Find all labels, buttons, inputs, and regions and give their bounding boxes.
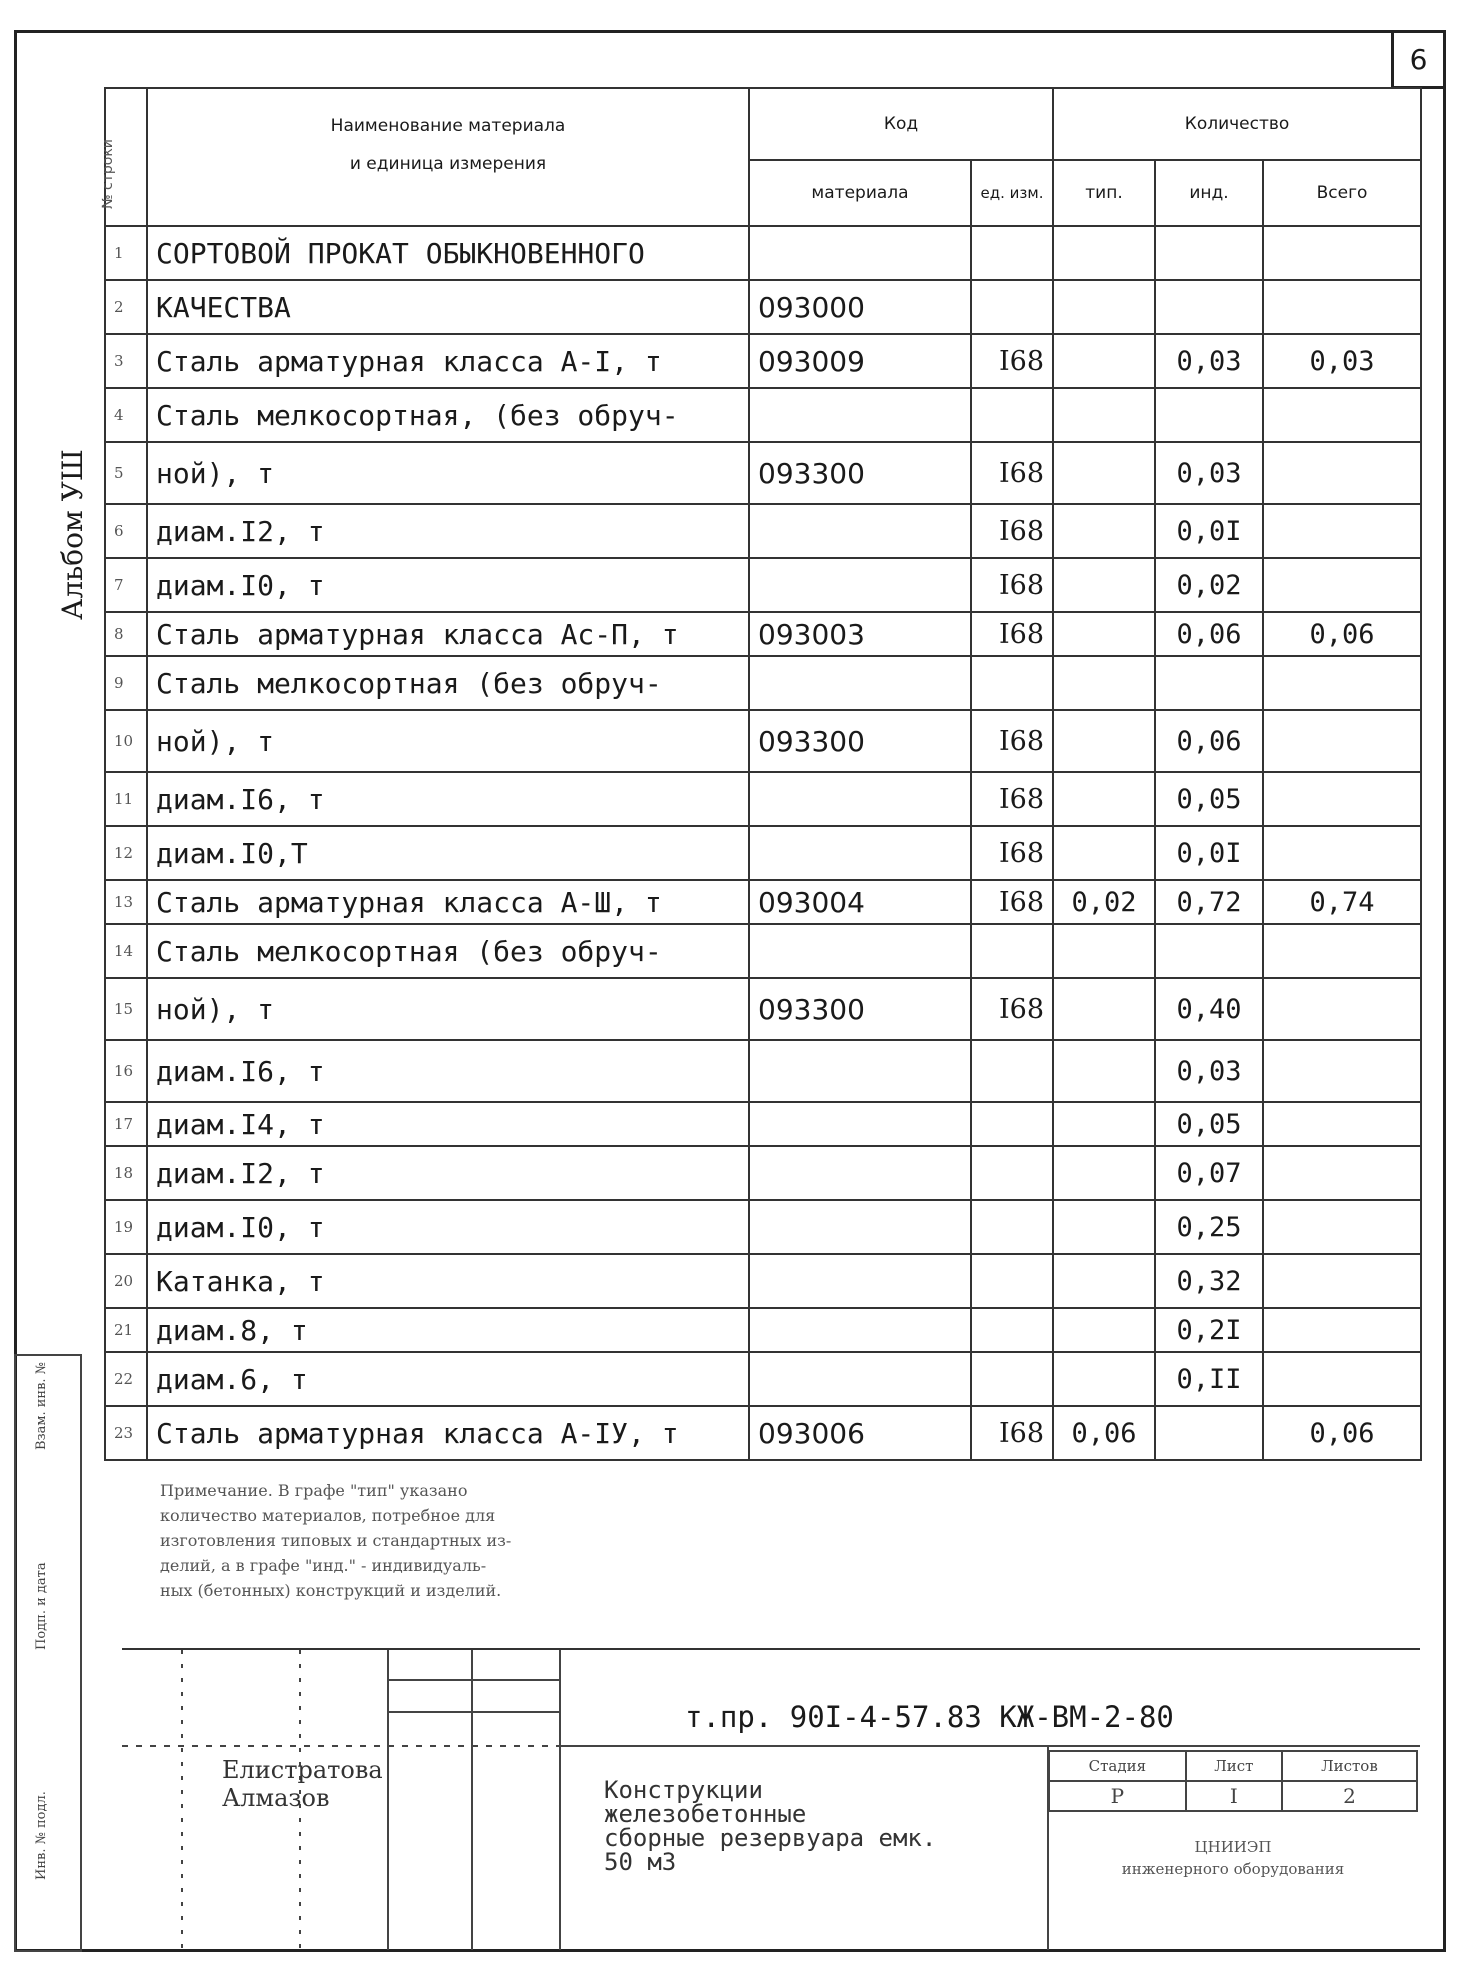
material-name-cell: диам.8, т	[147, 1308, 749, 1352]
material-code-cell	[749, 388, 971, 442]
table-row	[105, 442, 1421, 504]
qty-ind-cell: 0,25	[1155, 1200, 1263, 1254]
material-code-cell	[749, 1102, 971, 1146]
material-code-cell	[749, 924, 971, 978]
qty-ind-cell	[1155, 1406, 1263, 1460]
material-name-cell: Катанка, т	[147, 1254, 749, 1308]
unit-code-cell	[971, 924, 1053, 978]
author-name: Алмазов	[222, 1784, 330, 1812]
header-code-material: материала	[749, 160, 971, 226]
row-number-cell: 1	[105, 226, 147, 280]
qty-total-cell	[1263, 772, 1421, 826]
qty-total-cell	[1263, 656, 1421, 710]
material-name-cell: Сталь мелкосортная (без обруч-	[147, 656, 749, 710]
qty-total-cell	[1263, 826, 1421, 880]
side-label-replace: Взам. инв. №	[34, 1362, 49, 1450]
unit-code-cell	[971, 226, 1053, 280]
table-row	[105, 388, 1421, 442]
author-name: Елистратова	[222, 1756, 383, 1784]
table-row	[105, 826, 1421, 880]
material-name-cell: диам.I6, т	[147, 1040, 749, 1102]
note-line: делий, а в графе "инд." - индивидуаль-	[160, 1556, 487, 1575]
table-row	[105, 280, 1421, 334]
qty-typ-cell	[1053, 442, 1155, 504]
qty-ind-cell: 0,0I	[1155, 826, 1263, 880]
org-line: ЦНИИЭП	[1194, 1838, 1272, 1856]
materials-table-body	[105, 226, 1421, 1460]
title-line: Конструкции	[604, 1776, 763, 1804]
qty-typ-cell	[1053, 334, 1155, 388]
qty-typ-cell	[1053, 1102, 1155, 1146]
unit-code-cell	[971, 280, 1053, 334]
table-row	[105, 978, 1421, 1040]
qty-ind-cell	[1155, 226, 1263, 280]
qty-total-cell	[1263, 1352, 1421, 1406]
qty-typ-cell	[1053, 772, 1155, 826]
table-row	[105, 334, 1421, 388]
header-code-unit: ед. изм.	[971, 160, 1053, 226]
side-label-sign-date: Подп. и дата	[34, 1562, 49, 1650]
qty-typ-cell	[1053, 280, 1155, 334]
material-code-cell	[749, 1040, 971, 1102]
header-name-line1: Наименование материала	[330, 116, 566, 136]
row-number-cell: 4	[105, 388, 147, 442]
material-code-cell	[749, 226, 971, 280]
author-names	[222, 1756, 383, 1812]
qty-ind-cell: 0,40	[1155, 978, 1263, 1040]
unit-code-cell: I68	[971, 880, 1053, 924]
qty-total-cell: 0,06	[1263, 612, 1421, 656]
material-code-cell: 093004	[749, 880, 971, 924]
row-number-cell: 9	[105, 656, 147, 710]
qty-total-cell	[1263, 280, 1421, 334]
table-row	[105, 656, 1421, 710]
unit-code-cell	[971, 1102, 1053, 1146]
qty-total-cell	[1263, 388, 1421, 442]
row-number-cell: 11	[105, 772, 147, 826]
page-number: 6	[1391, 33, 1443, 89]
table-row	[105, 1200, 1421, 1254]
qty-total-cell	[1263, 710, 1421, 772]
unit-code-cell: I68	[971, 442, 1053, 504]
qty-typ-cell	[1053, 388, 1155, 442]
qty-total-cell: 0,74	[1263, 880, 1421, 924]
table-row	[105, 880, 1421, 924]
table-row	[105, 1146, 1421, 1200]
header-name-line2: и единица измерения	[349, 154, 547, 174]
qty-typ-cell	[1053, 612, 1155, 656]
qty-typ-cell	[1053, 1254, 1155, 1308]
organization	[1048, 1836, 1418, 1880]
table-row	[105, 710, 1421, 772]
album-label: Альбом УШ	[56, 449, 89, 620]
header-qty-total: Всего	[1263, 160, 1421, 226]
row-number-cell: 19	[105, 1200, 147, 1254]
material-code-cell: 093006	[749, 1406, 971, 1460]
qty-total-cell	[1263, 1254, 1421, 1308]
material-code-cell	[749, 1254, 971, 1308]
material-name-cell: Сталь мелкосортная, (без обруч-	[147, 388, 749, 442]
material-name-cell: СОРТОВОЙ ПРОКАТ ОБЫКНОВЕННОГО	[147, 226, 749, 280]
qty-ind-cell: 0,II	[1155, 1352, 1263, 1406]
qty-typ-cell	[1053, 1352, 1155, 1406]
materials-table	[100, 87, 1422, 1461]
note-line: Примечание. В графе "тип" указано	[160, 1481, 468, 1500]
material-code-cell: 093009	[749, 334, 971, 388]
material-name-cell: диам.I6, т	[147, 772, 749, 826]
material-code-cell: 093300	[749, 442, 971, 504]
qty-total-cell	[1263, 924, 1421, 978]
note-line: количество материалов, потребное для	[160, 1506, 496, 1525]
row-number-cell: 21	[105, 1308, 147, 1352]
table-row	[105, 558, 1421, 612]
unit-code-cell: I68	[971, 504, 1053, 558]
material-name-cell: Сталь мелкосортная (без обруч-	[147, 924, 749, 978]
qty-ind-cell	[1155, 388, 1263, 442]
unit-code-cell	[971, 1254, 1053, 1308]
unit-code-cell	[971, 1352, 1053, 1406]
material-code-cell: 093003	[749, 612, 971, 656]
qty-typ-cell	[1053, 826, 1155, 880]
qty-total-cell	[1263, 504, 1421, 558]
qty-typ-cell	[1053, 1040, 1155, 1102]
header-quantity-group: Количество	[1053, 88, 1421, 160]
qty-ind-cell: 0,03	[1155, 334, 1263, 388]
note-block	[160, 1478, 720, 1603]
material-code-cell	[749, 1352, 971, 1406]
header-qty-typ: тип.	[1053, 160, 1155, 226]
qty-ind-cell: 0,03	[1155, 1040, 1263, 1102]
material-name-cell: Сталь арматурная класса А-IУ, т	[147, 1406, 749, 1460]
row-number-cell: 14	[105, 924, 147, 978]
unit-code-cell	[971, 1040, 1053, 1102]
material-name-cell: Сталь арматурная класса А-Ш, т	[147, 880, 749, 924]
table-row	[105, 924, 1421, 978]
qty-typ-cell	[1053, 558, 1155, 612]
qty-ind-cell: 0,06	[1155, 710, 1263, 772]
table-row	[105, 1406, 1421, 1460]
qty-ind-cell: 0,72	[1155, 880, 1263, 924]
material-code-cell	[749, 772, 971, 826]
header-code-group: Код	[749, 88, 1053, 160]
unit-code-cell	[971, 1146, 1053, 1200]
side-label-inventory: Инв. № подл.	[34, 1791, 49, 1880]
org-line: инженерного оборудования	[1121, 1860, 1345, 1878]
qty-typ-cell	[1053, 1146, 1155, 1200]
unit-code-cell	[971, 1308, 1053, 1352]
qty-ind-cell: 0,32	[1155, 1254, 1263, 1308]
unit-code-cell	[971, 388, 1053, 442]
material-code-cell	[749, 1200, 971, 1254]
table-row	[105, 1352, 1421, 1406]
stage-value: Р	[1049, 1781, 1186, 1811]
qty-ind-cell: 0,2I	[1155, 1308, 1263, 1352]
unit-code-cell: I68	[971, 710, 1053, 772]
material-name-cell: Сталь арматурная класса Ас-П, т	[147, 612, 749, 656]
unit-code-cell: I68	[971, 826, 1053, 880]
qty-typ-cell	[1053, 656, 1155, 710]
drawing-title	[604, 1778, 936, 1874]
row-number-cell: 3	[105, 334, 147, 388]
qty-ind-cell: 0,03	[1155, 442, 1263, 504]
row-number-cell: 15	[105, 978, 147, 1040]
qty-total-cell: 0,06	[1263, 1406, 1421, 1460]
qty-ind-cell	[1155, 924, 1263, 978]
material-name-cell: диам.I2, т	[147, 1146, 749, 1200]
qty-total-cell	[1263, 1308, 1421, 1352]
title-line: сборные резервуара емк.	[604, 1824, 937, 1852]
qty-ind-cell: 0,05	[1155, 1102, 1263, 1146]
row-number-cell: 6	[105, 504, 147, 558]
unit-code-cell: I68	[971, 334, 1053, 388]
stage-label: Стадия	[1049, 1751, 1186, 1781]
material-code-cell	[749, 1146, 971, 1200]
qty-ind-cell	[1155, 656, 1263, 710]
title-line: 50 м3	[604, 1848, 677, 1876]
table-row	[105, 504, 1421, 558]
title-line: железобетонные	[604, 1800, 807, 1828]
material-name-cell: ной), т	[147, 710, 749, 772]
qty-total-cell	[1263, 1146, 1421, 1200]
unit-code-cell	[971, 656, 1053, 710]
row-number-cell: 12	[105, 826, 147, 880]
material-name-cell: диам.I0,Т	[147, 826, 749, 880]
qty-total-cell	[1263, 1102, 1421, 1146]
qty-typ-cell	[1053, 1200, 1155, 1254]
material-name-cell: диам.I0, т	[147, 558, 749, 612]
material-name-cell: ной), т	[147, 978, 749, 1040]
unit-code-cell: I68	[971, 558, 1053, 612]
table-row	[105, 1040, 1421, 1102]
sheet-label: Лист	[1186, 1751, 1282, 1781]
material-name-cell: диам.I0, т	[147, 1200, 749, 1254]
qty-typ-cell	[1053, 978, 1155, 1040]
table-row	[105, 1254, 1421, 1308]
material-name-cell: диам.I2, т	[147, 504, 749, 558]
qty-ind-cell: 0,0I	[1155, 504, 1263, 558]
material-code-cell	[749, 826, 971, 880]
row-number-cell: 16	[105, 1040, 147, 1102]
qty-ind-cell: 0,06	[1155, 612, 1263, 656]
qty-total-cell	[1263, 558, 1421, 612]
qty-total-cell	[1263, 1200, 1421, 1254]
document-number: т.пр. 90I-4-57.83 КЖ-ВМ-2-80	[685, 1700, 1174, 1734]
qty-total-cell: 0,03	[1263, 334, 1421, 388]
qty-typ-cell	[1053, 504, 1155, 558]
table-row	[105, 772, 1421, 826]
row-number-cell: 2	[105, 280, 147, 334]
header-qty-ind: инд.	[1155, 160, 1263, 226]
stage-table	[1048, 1750, 1418, 1812]
unit-code-cell: I68	[971, 1406, 1053, 1460]
material-code-cell	[749, 558, 971, 612]
qty-typ-cell: 0,02	[1053, 880, 1155, 924]
note-line: ных (бетонных) конструкций и изделий.	[160, 1581, 502, 1600]
unit-code-cell: I68	[971, 772, 1053, 826]
material-name-cell: Сталь арматурная класса А-I, т	[147, 334, 749, 388]
row-number-cell: 18	[105, 1146, 147, 1200]
table-row	[105, 1308, 1421, 1352]
row-number-cell: 23	[105, 1406, 147, 1460]
material-name-cell: диам.6, т	[147, 1352, 749, 1406]
qty-typ-cell	[1053, 1308, 1155, 1352]
sheets-value: 2	[1282, 1781, 1417, 1811]
header-material-name	[147, 88, 749, 226]
qty-total-cell	[1263, 226, 1421, 280]
material-name-cell: КАЧЕСТВА	[147, 280, 749, 334]
qty-typ-cell	[1053, 226, 1155, 280]
row-number-cell: 7	[105, 558, 147, 612]
qty-ind-cell: 0,02	[1155, 558, 1263, 612]
qty-typ-cell	[1053, 924, 1155, 978]
unit-code-cell	[971, 1200, 1053, 1254]
row-number-cell: 10	[105, 710, 147, 772]
row-number-cell: 8	[105, 612, 147, 656]
qty-total-cell	[1263, 442, 1421, 504]
unit-code-cell: I68	[971, 612, 1053, 656]
qty-ind-cell: 0,05	[1155, 772, 1263, 826]
row-number-cell: 13	[105, 880, 147, 924]
material-code-cell	[749, 1308, 971, 1352]
row-number-cell: 17	[105, 1102, 147, 1146]
material-code-cell	[749, 504, 971, 558]
header-row-number: № строки	[105, 88, 147, 226]
material-name-cell: ной), т	[147, 442, 749, 504]
note-line: изготовления типовых и стандартных из-	[160, 1531, 512, 1550]
qty-total-cell	[1263, 1040, 1421, 1102]
qty-ind-cell	[1155, 280, 1263, 334]
qty-typ-cell	[1053, 710, 1155, 772]
material-code-cell	[749, 656, 971, 710]
row-number-cell: 5	[105, 442, 147, 504]
row-number-cell: 20	[105, 1254, 147, 1308]
qty-ind-cell: 0,07	[1155, 1146, 1263, 1200]
table-row	[105, 226, 1421, 280]
material-code-cell: 093300	[749, 710, 971, 772]
table-row	[105, 1102, 1421, 1146]
row-number-cell: 22	[105, 1352, 147, 1406]
table-row	[105, 612, 1421, 656]
qty-total-cell	[1263, 978, 1421, 1040]
sheet-value: I	[1186, 1781, 1282, 1811]
sheets-label: Листов	[1282, 1751, 1417, 1781]
qty-typ-cell: 0,06	[1053, 1406, 1155, 1460]
material-code-cell: 093300	[749, 978, 971, 1040]
unit-code-cell: I68	[971, 978, 1053, 1040]
material-name-cell: диам.I4, т	[147, 1102, 749, 1146]
material-code-cell: 093000	[749, 280, 971, 334]
